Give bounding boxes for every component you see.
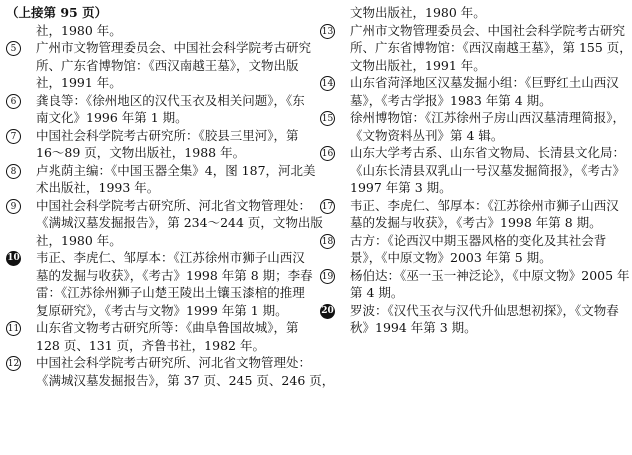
- footnote-text-line: 广州市文物管理委员会、中国社会科学院考古研究: [36, 40, 312, 55]
- footnote-number-badge: 13: [320, 24, 335, 39]
- footnote-text-line: 南文化》1996 年第 1 期。: [36, 110, 188, 125]
- footnote-text-line: 《满城汉墓发掘报告》，第 37 页、245 页、246 页，: [36, 372, 335, 388]
- footnote-entry: [320, 197, 619, 232]
- footnote-text-line: 社，1980 年。: [36, 232, 122, 248]
- footnote-text-line: 所、广东省博物馆：《西汉南越王墓》，第 155 页，: [350, 40, 632, 55]
- footnote-text-line: 山东省菏泽地区汉墓发掘小组：《巨野红土山西汉: [350, 75, 619, 90]
- footnote-number-badge: 9: [6, 199, 21, 214]
- footnote-entry: [6, 249, 313, 319]
- footnote-text-line: 复原研究》，《考古与文物》1999 年第 1 期。: [36, 302, 288, 318]
- footnote-text-line: 中国社会科学院考古研究所、河北省文物管理处：: [36, 355, 312, 370]
- footnote-text-line: 罗波：《汉代玉衣与汉代升仙思想初探》，《文物春: [350, 302, 619, 318]
- footnote-entry: [6, 92, 304, 127]
- footnote-text-line: 墓》，《考古学报》1983 年第 4 期。: [350, 92, 552, 108]
- footnote-text-line: 社，1991 年。: [36, 75, 122, 90]
- footnote-number-badge: 8: [6, 164, 21, 179]
- footnote-text-line: 雷：《江苏徐州狮子山楚王陵出土镶玉漆棺的推理: [36, 285, 305, 300]
- footnote-number-badge: 5: [6, 41, 21, 56]
- footnote-text-line: 广州市文物管理委员会、中国社会科学院考古研究: [350, 22, 626, 38]
- footnote-entry: [6, 127, 304, 162]
- footnote-entry: [6, 319, 304, 354]
- footnote-text-line: 术出版社，1993 年。: [36, 180, 160, 195]
- footnote-text-line: 中国社会科学院考古研究所、河北省文物管理处：: [36, 197, 312, 213]
- footnote-number-badge: 19: [320, 269, 335, 284]
- right-column: [320, 4, 632, 337]
- footnote-text-line: 韦正、李虎仁、邹厚本：《江苏徐州市狮子山西汉: [350, 197, 619, 213]
- footnote-text-line: 韦正、李虎仁、邹厚本：《江苏徐州市狮子山西汉: [36, 250, 305, 265]
- footnote-number-badge: 11: [6, 321, 21, 336]
- footnote-text-line: 卢兆荫主编：《中国玉器全集》4，图 187，河北美: [36, 162, 316, 178]
- footnote-number-badge: 16: [320, 146, 335, 161]
- footnote-entry: [320, 22, 632, 75]
- footnote-entry: [320, 302, 619, 337]
- footnote-number-badge: 10: [6, 251, 21, 266]
- footnote-text-line: 山东大学考古系、山东省文物局、长清县文化局：: [350, 145, 626, 160]
- footnote-text-line: 中国社会科学院考古研究所：《胶县三里河》，第: [36, 127, 299, 143]
- footnote-text-line: 龚良等：《徐州地区的汉代玉衣及相关问题》，《东: [36, 92, 305, 108]
- footnote-text-line: 16～89 页，文物出版社，1988 年。: [36, 145, 246, 160]
- right-entry-list: [320, 22, 632, 337]
- footnote-number-badge: 14: [320, 76, 335, 91]
- footnote-entry: [320, 144, 626, 197]
- footnote-text-line: 杨伯达：《巫一玉一神泛论》，《中原文物》2005 年: [350, 267, 630, 283]
- footnote-text-line: 所、广东省博物馆：《西汉南越王墓》，文物出版: [36, 57, 299, 73]
- footnote-text-line: 墓的发掘与收获》，《考古》1998 年第 8 期；李春: [36, 267, 313, 283]
- footnote-text-line: 徐州博物馆：《江苏徐州子房山西汉墓清理简报》，: [350, 110, 626, 125]
- footnote-text-line: 《文物资料丛刊》第 4 辑。: [350, 127, 504, 143]
- footnote-text-line: 《山东长清县双乳山一号汉墓发掘简报》，《考古》: [350, 162, 626, 178]
- continued-from-header: （上接第 95 页）: [6, 5, 108, 20]
- footnote-text-line: 第 4 期。: [350, 285, 404, 300]
- footnote-entry: [320, 74, 619, 109]
- footnote-entry: [6, 39, 312, 92]
- continued-entry-tail: 文物出版社，1980 年。: [350, 5, 486, 20]
- footnote-text-line: 景》，《中原文物》2003 年第 5 期。: [350, 250, 552, 265]
- footnote-text-line: 秋》1994 年第 3 期。: [350, 320, 477, 335]
- footnote-number-badge: 6: [6, 94, 21, 109]
- footnote-number-badge: 15: [320, 111, 335, 126]
- footnote-text-line: 《满城汉墓发掘报告》，第 234～244 页，文物出版: [36, 215, 323, 230]
- footnote-text-line: 1997 年第 3 期。: [350, 180, 452, 195]
- footnote-number-badge: 18: [320, 234, 335, 249]
- footnote-entry: [320, 232, 612, 267]
- footnote-number-badge: 12: [6, 356, 21, 371]
- continued-entry-tail: 社，1980 年。: [36, 22, 122, 38]
- footnote-text-line: 墓的发掘与收获》，《考古》1998 年第 8 期。: [350, 215, 602, 230]
- footnote-entry: [6, 354, 335, 389]
- footnote-entry: [6, 197, 323, 250]
- footnote-text-line: 古方：《论西汉中期玉器风格的变化及其社会背: [350, 232, 607, 248]
- footnote-entry: [320, 109, 626, 144]
- footnote-text-line: 128 页、131 页，齐鲁书社，1982 年。: [36, 337, 265, 353]
- footnote-entry: [6, 162, 316, 197]
- footnote-text-line: 文物出版社，1991 年。: [350, 57, 486, 73]
- footnote-number-badge: 17: [320, 199, 335, 214]
- footnote-number-badge: 7: [6, 129, 21, 144]
- footnote-entry: [320, 267, 630, 302]
- footnote-text-line: 山东省文物考古研究所等：《曲阜鲁国故城》，第: [36, 320, 299, 335]
- footnote-number-badge: 20: [320, 304, 335, 319]
